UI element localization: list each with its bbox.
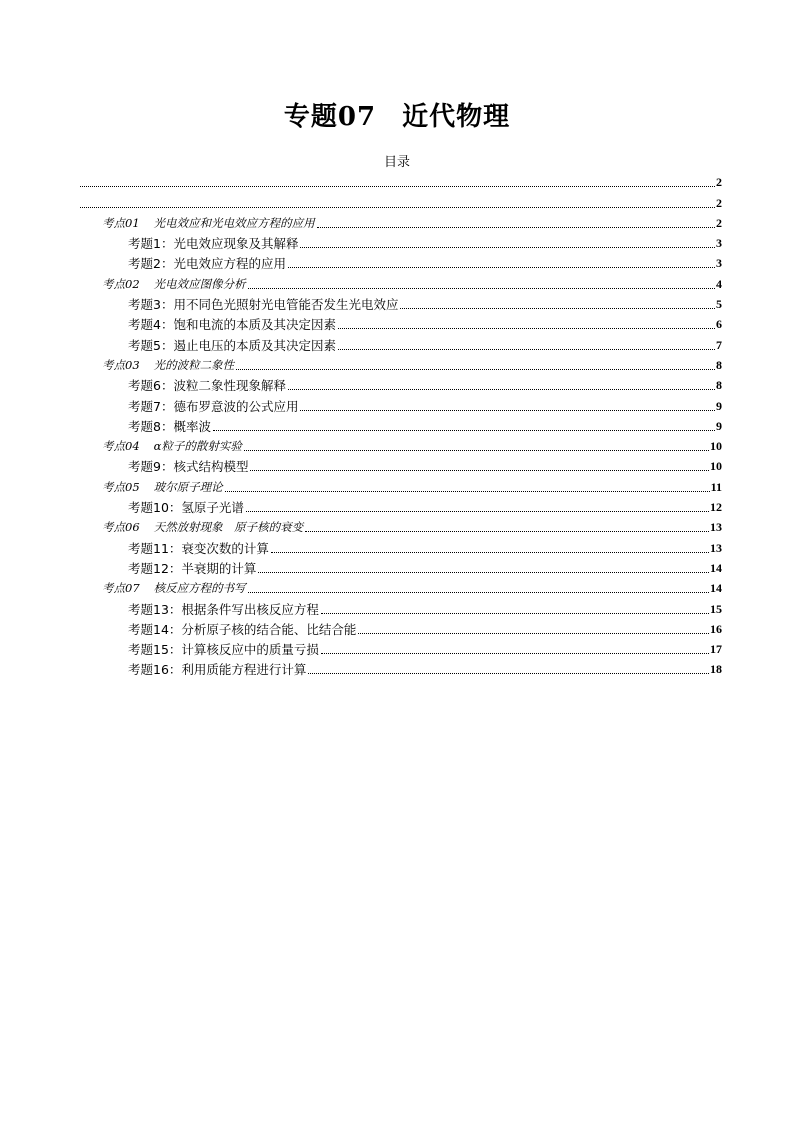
toc-page-number: 10 (710, 439, 722, 454)
toc-entry-label (102, 520, 303, 535)
toc-entry-text: 考题12：半衰期的计算 (128, 560, 257, 576)
toc-entry-text: 考题2：光电效应方程的应用 (128, 256, 286, 272)
toc-item-entry[interactable] (78, 617, 722, 637)
toc-dot-leader (317, 227, 715, 228)
toc-item-entry[interactable] (78, 596, 722, 616)
toc-item-entry[interactable] (78, 495, 722, 515)
toc-page-number: 7 (716, 337, 722, 352)
toc-entry-text: 考题14：分析原子核的结合能、比结合能 (128, 621, 357, 637)
toc-item-entry[interactable] (78, 332, 722, 352)
toc-page-number: 11 (710, 479, 722, 494)
toc-entry-prefix: 考点03 (102, 357, 140, 372)
toc-entry-label (128, 399, 298, 414)
toc-page-number: 3 (716, 256, 722, 271)
toc-entry-text: 核反应方程的书写 (153, 581, 246, 596)
toc-section-entry[interactable] (78, 211, 722, 231)
toc-entry-text: 考题16：利用质能方程进行计算 (128, 662, 307, 678)
toc-entry-text: 考题10：氢原子光谱 (128, 500, 244, 516)
toc-dot-leader (288, 267, 715, 268)
toc-item-entry[interactable] (78, 251, 722, 271)
toc-dot-leader (271, 552, 709, 553)
toc-entry-prefix: 考点02 (102, 276, 140, 291)
toc-page-number: 12 (710, 500, 722, 515)
toc-page-number: 8 (716, 378, 722, 393)
toc-page-number: 3 (716, 236, 722, 251)
toc-entry-label (128, 338, 336, 353)
toc-entry-text: 考题6：波粒二象性现象解释 (128, 378, 286, 394)
toc-dot-leader (213, 430, 715, 431)
toc-entry-text: α粒子的散射实验 (153, 439, 242, 454)
toc-dot-leader (321, 613, 709, 614)
toc-page-number: 13 (710, 520, 722, 535)
toc-entry-prefix: 考点04 (102, 439, 140, 454)
toc-entry-label (128, 236, 298, 251)
toc-dot-leader (258, 572, 709, 573)
page-title (0, 96, 794, 133)
table-of-contents (78, 170, 722, 677)
toc-dot-leader (300, 247, 715, 248)
toc-page-number: 18 (710, 662, 722, 677)
toc-entry-label (128, 459, 248, 474)
toc-dot-leader (338, 328, 715, 329)
toc-entry-label (128, 317, 336, 332)
toc-page-number: 14 (710, 560, 722, 575)
toc-entry-text: 考题4：饱和电流的本质及其决定因素 (128, 317, 336, 333)
toc-entry-prefix: 考点05 (102, 479, 140, 494)
toc-entry-label (128, 378, 286, 393)
toc-entry-label (128, 622, 356, 637)
toc-section-entry[interactable] (78, 515, 722, 535)
toc-entry-label (128, 297, 398, 312)
toc-dot-leader (300, 410, 715, 411)
toc-entry-prefix: 考点01 (102, 215, 140, 230)
toc-entry-text: 考题3：用不同色光照射光电管能否发生光电效应 (128, 297, 399, 313)
toc-section-entry[interactable] (78, 353, 722, 373)
toc-item-entry[interactable] (78, 373, 722, 393)
toc-page-number: 10 (710, 459, 722, 474)
toc-item-entry[interactable] (78, 292, 722, 312)
toc-page-number: 2 (716, 215, 722, 230)
toc-entry-prefix: 考点06 (102, 520, 140, 535)
toc-page-number: 13 (710, 540, 722, 555)
toc-dot-leader (288, 389, 715, 390)
toc-entry-text: 考题8：概率波 (128, 418, 211, 434)
toc-entry-text: 光电效应和光电效应方程的应用 (153, 215, 315, 230)
toc-item-entry[interactable] (78, 312, 722, 332)
toc-entry-label (102, 439, 242, 454)
toc-dot-leader (305, 531, 709, 532)
toc-dot-leader (244, 450, 709, 451)
toc-entry-text: 考题9：核式结构模型 (128, 459, 249, 475)
toc-entry-label (102, 277, 246, 292)
toc-item-entry[interactable] (78, 231, 722, 251)
toc-entry-label (102, 216, 315, 231)
toc-page-number: 15 (710, 601, 722, 616)
toc-item-entry[interactable] (78, 414, 722, 434)
toc-item-entry[interactable] (78, 535, 722, 555)
toc-dot-leader (236, 369, 715, 370)
toc-section-entry[interactable] (78, 434, 722, 454)
toc-heading: 目录 (383, 155, 410, 170)
title-part1: 专题07 (283, 102, 377, 132)
toc-entry-label (128, 561, 256, 576)
title-part2: 近代物理 (402, 102, 511, 132)
toc-entry-text: 考题7：德布罗意波的公式应用 (128, 398, 299, 414)
toc-dot-leader (358, 633, 709, 634)
toc-entry-label (128, 662, 306, 677)
toc-entry-text: 考题15：计算核反应中的质量亏损 (128, 642, 319, 658)
toc-item-entry[interactable] (78, 657, 722, 677)
toc-page-number: 5 (716, 297, 722, 312)
toc-page-number: 2 (716, 175, 722, 190)
toc-entry-label (128, 642, 319, 657)
toc-page-number: 14 (710, 581, 722, 596)
toc-entry-label (102, 581, 246, 596)
toc-page-number: 17 (710, 642, 722, 657)
toc-entry-text: 天然放射现象 原子核的衰变 (153, 520, 304, 535)
toc-page-number: 4 (716, 276, 722, 291)
toc-item-entry[interactable] (78, 454, 722, 474)
toc-entry-label (128, 419, 211, 434)
toc-section-entry[interactable] (78, 474, 722, 494)
toc-entry-prefix: 考点07 (102, 581, 140, 596)
toc-page-number: 16 (710, 621, 722, 636)
toc-item-entry[interactable] (78, 637, 722, 657)
toc-dot-leader (400, 308, 715, 309)
toc-dot-leader (248, 592, 709, 593)
toc-section-entry[interactable] (78, 576, 722, 596)
toc-dot-leader (225, 491, 710, 492)
toc-page-number: 9 (716, 418, 722, 433)
toc-entry[interactable] (78, 170, 722, 190)
toc-entry-label (102, 480, 223, 495)
toc-dot-leader (338, 349, 715, 350)
toc-dot-leader (248, 288, 715, 289)
toc-item-entry[interactable] (78, 393, 722, 413)
toc-dot-leader (80, 207, 715, 208)
toc-entry-text: 考题11：衰变次数的计算 (128, 540, 269, 556)
toc-entry-label (102, 358, 234, 373)
toc-page-number: 8 (716, 357, 722, 372)
toc-entry-text: 玻尔原子理论 (153, 479, 223, 494)
toc-entry[interactable] (78, 190, 722, 210)
toc-page-number: 6 (716, 317, 722, 332)
toc-item-entry[interactable] (78, 556, 722, 576)
toc-entry-text: 考题5：遏止电压的本质及其决定因素 (128, 337, 336, 353)
toc-entry-label (128, 602, 319, 617)
toc-dot-leader (321, 653, 709, 654)
toc-dot-leader (246, 511, 709, 512)
toc-entry-text: 考题1：光电效应现象及其解释 (128, 236, 299, 252)
toc-page-number: 9 (716, 398, 722, 413)
toc-entry-label (128, 256, 286, 271)
toc-entry-label (128, 541, 269, 556)
toc-entry-text: 光的波粒二象性 (153, 357, 235, 372)
toc-dot-leader (308, 673, 709, 674)
toc-page-number: 2 (716, 195, 722, 210)
toc-dot-leader (250, 470, 709, 471)
toc-section-entry[interactable] (78, 271, 722, 291)
toc-dot-leader (80, 186, 715, 187)
toc-entry-text: 光电效应图像分析 (153, 276, 246, 291)
toc-entry-label (128, 500, 244, 515)
toc-entry-text: 考题13：根据条件写出核反应方程 (128, 601, 319, 617)
